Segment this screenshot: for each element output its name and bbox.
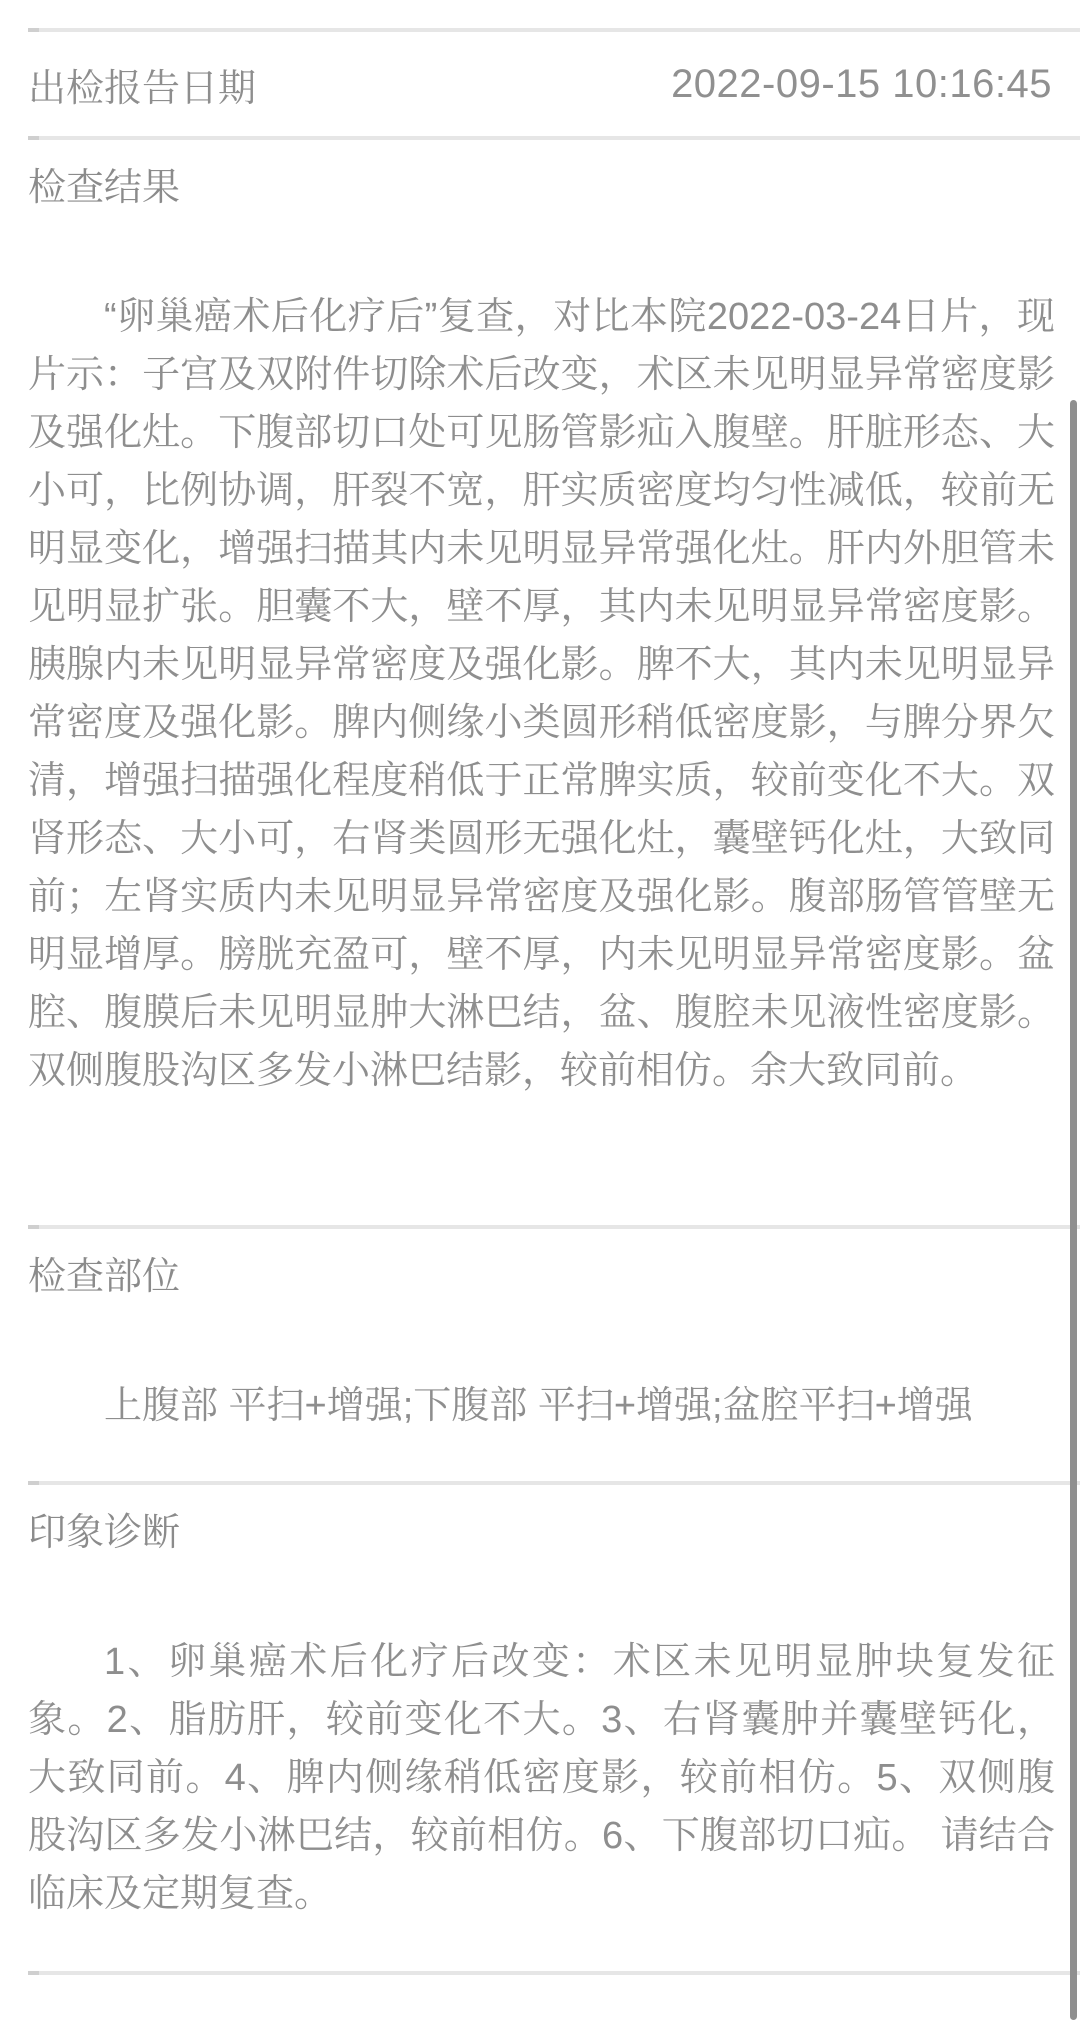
section-title-exam-parts: 检查部位 bbox=[28, 1256, 181, 1298]
report-date-label: 出检报告日期 bbox=[28, 67, 257, 110]
divider bbox=[28, 28, 1080, 32]
section-exam-parts bbox=[0, 1229, 1080, 1481]
section-title-exam-results: 检查结果 bbox=[28, 167, 181, 209]
divider bbox=[28, 136, 1080, 140]
section-impression-diagnosis bbox=[0, 1485, 1080, 1971]
report-date-value: 2022-09-15 10:16:45 bbox=[671, 61, 1052, 106]
impression-diagnosis-text: 1、卵巢癌术后化疗后改变：术区未见明显肿块复发征象。2、脂肪肝，较前变化不大。3、右肾囊肿并囊壁钙化，大致同前。4、脾内侧缘稍低密度影，较前相仿。5、双侧腹股沟区多发小淋巴结，较前相仿。6、下腹部切口疝。 请结合临床及定期复查。 bbox=[28, 1641, 1055, 1915]
exam-parts-text: 上腹部 平扫+增强;下腹部 平扫+增强;盆腔平扫+增强 bbox=[104, 1385, 973, 1427]
top-spacer bbox=[0, 0, 1080, 28]
divider bbox=[28, 1971, 1080, 1975]
exam-results-text: “卵巢癌术后化疗后”复查，对比本院2022-03-24日片，现片示：子宫及双附件切除术后改变，术区未见明显异常密度影及强化灶。下腹部切口处可见肠管影疝入腹壁。肝脏形态、大小可，比例协调，肝裂不宽，肝实质密度均匀性减低，较前无明显变化，增强扫描其内未见明显异常强化灶。肝内外胆管未见明显扩张。胆囊不大，壁不厚，其内未见明显异常密度影。胰腺内未见明显异常密度及强化影。脾不大，其内未见明显异常密度及强化影。脾内侧缘小类圆形稍低密度影，与脾分界欠清，增强扫描强化程度稍低于正常脾实质，较前变化不大。双肾形态、大小可，右肾类圆形无强化灶，囊壁钙化灶，大致同前；左肾实质内未见明显异常密度及强化影。腹部肠管管壁无明显增厚。膀胱充盈可，壁不厚，内未见明显异常密度影。盆腔、腹膜后未见明显肿大淋巴结，盆、腹腔未见液性密度影。双侧腹股沟区多发小淋巴结影，较前相仿。余大致同前。 bbox=[28, 296, 1055, 1092]
divider bbox=[28, 1481, 1080, 1485]
report-date-row bbox=[0, 32, 1080, 136]
scrollbar-thumb[interactable] bbox=[1070, 400, 1077, 2020]
divider bbox=[28, 1225, 1080, 1229]
section-exam-results bbox=[0, 140, 1080, 1225]
section-title-impression-diagnosis: 印象诊断 bbox=[28, 1512, 181, 1554]
